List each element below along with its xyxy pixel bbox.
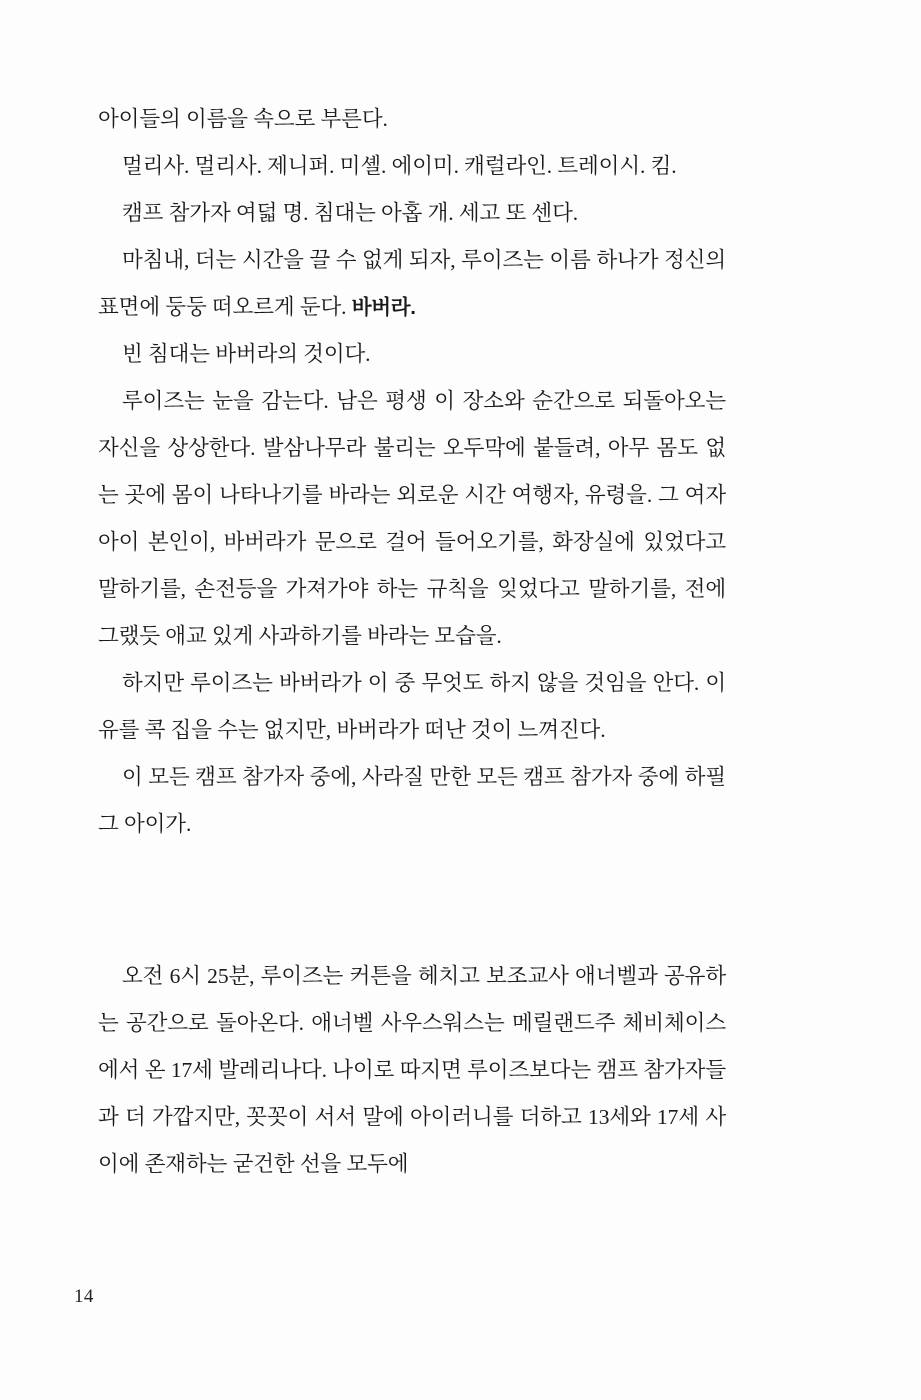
paragraph-text: 멀리사. 멀리사. 제니퍼. 미셸. 에이미. 캐럴라인. 트레이시. 킴. bbox=[122, 154, 677, 178]
paragraph-text: 이 모든 캠프 참가자 중에, 사라질 만한 모든 캠프 참가자 중에 하필 그 아이가. bbox=[98, 765, 726, 836]
paragraph bbox=[98, 96, 726, 143]
body-text-column bbox=[98, 96, 726, 1188]
paragraph bbox=[98, 953, 726, 1188]
paragraph-text: 마침내, 더는 시간을 끌 수 없게 되자, 루이즈는 이름 하나가 정신의 표면에 둥둥 떠오르게 둔다. bbox=[98, 248, 726, 319]
paragraph bbox=[98, 331, 726, 378]
paragraph bbox=[98, 143, 726, 190]
paragraph-text: 아이들의 이름을 속으로 부른다. bbox=[98, 107, 388, 131]
paragraph bbox=[98, 660, 726, 754]
paragraph-list bbox=[98, 96, 726, 1188]
paragraph-text: 루이즈는 눈을 감는다. 남은 평생 이 장소와 순간으로 되돌아오는 자신을 상상한다. 발삼나무라 불리는 오두막에 붙들려, 아무 몸도 없는 곳에 몸이 나타나기를 바라는 외로운 시간 여행자, 유령을. 그 여자아이 본인이, 바버라가 문으로 걸어 들어오기를, 화장실에 있었다고 말하기를, 손전등을 가져가야 하는 규칙을 잊었다고 말하기를, 전에 그랬듯 애교 있게 사과하기를 바라는 모습을. bbox=[98, 389, 726, 648]
paragraph-text: 캠프 참가자 여덟 명. 침대는 아홉 개. 세고 또 센다. bbox=[122, 201, 579, 225]
scene-break bbox=[98, 848, 726, 953]
emphasized-text: 바버라. bbox=[351, 296, 416, 319]
paragraph-text: 빈 침대는 바버라의 것이다. bbox=[122, 342, 371, 366]
paragraph-text: 오전 6시 25분, 루이즈는 커튼을 헤치고 보조교사 애너벨과 공유하는 공간으로 돌아온다. 애너벨 사우스워스는 메릴랜드주 체비체이스에서 온 17세 발레리나다. 나이로 따지면 루이즈보다는 캠프 참가자들과 더 가깝지만, 꼿꼿이 서서 말에 아이러니를 더하고 13세와 17세 사이에 존재하는 굳건한 선을 모두에 bbox=[98, 964, 726, 1176]
page-number: 14 bbox=[74, 1286, 94, 1307]
paragraph bbox=[98, 378, 726, 660]
paragraph bbox=[98, 190, 726, 237]
paragraph-text: 하지만 루이즈는 바버라가 이 중 무엇도 하지 않을 것임을 안다. 이유를 콕 집을 수는 없지만, 바버라가 떠난 것이 느껴진다. bbox=[98, 671, 726, 742]
paragraph bbox=[98, 754, 726, 848]
paragraph bbox=[98, 237, 726, 331]
